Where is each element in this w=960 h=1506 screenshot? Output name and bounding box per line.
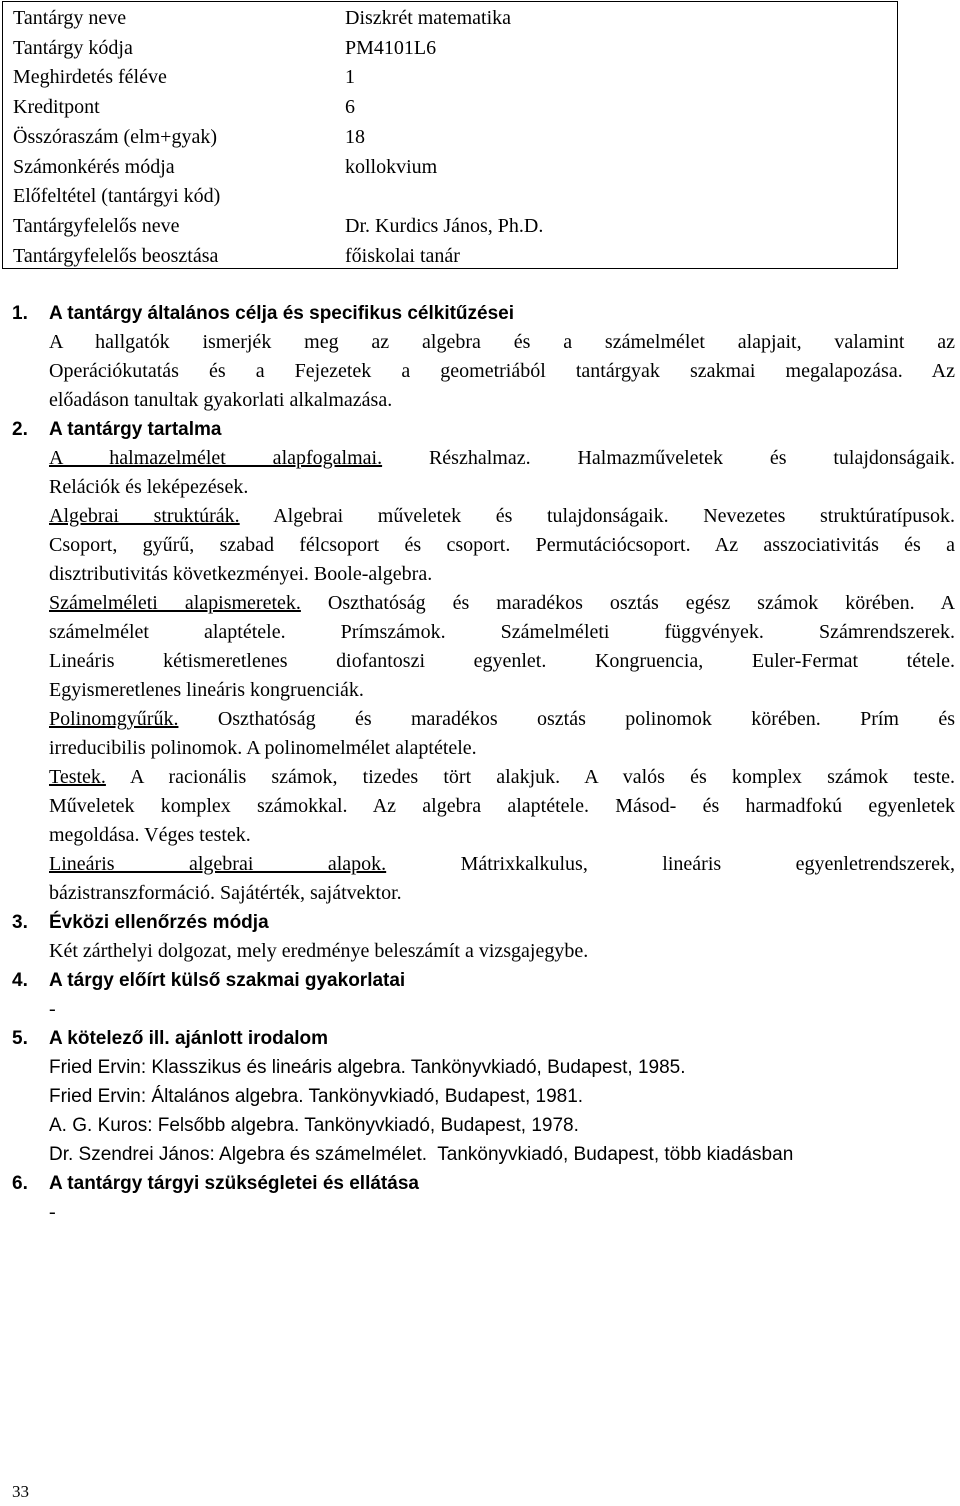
info-label: Tantárgy kódja — [13, 37, 133, 59]
info-value: Diszkrét matematika — [345, 7, 512, 29]
section-heading: A tantárgy általános célja és specifikus célkitűzései — [49, 303, 515, 324]
section-number: 6. — [12, 1173, 28, 1194]
section-heading: Évközi ellenőrzés módja — [49, 912, 269, 933]
info-label: Előfeltétel (tantárgyi kód) — [13, 185, 221, 207]
body-line: disztributivitás következményei. Boole-algebra. — [49, 563, 433, 585]
section-heading: A tantárgy tartalma — [49, 419, 222, 440]
reference-item: Fried Ervin: Általános algebra. Tankönyvkiadó, Budapest, 1981. — [49, 1086, 584, 1107]
reference-item: Dr. Szendrei János: Algebra és számelmélet. Tankönyvkiadó, Budapest, több kiadásban — [49, 1144, 794, 1165]
topic-text: Mátrixkalkulus, lineáris egyenletrendszerek, — [386, 853, 955, 875]
body-line: Relációk és leképezések. — [49, 476, 249, 498]
content-line — [49, 502, 955, 531]
topic-title: A halmazelmélet alapfogalmai. — [49, 447, 383, 469]
info-value: 1 — [345, 66, 355, 88]
info-value: főiskolai tanár — [345, 245, 460, 267]
body-line: A hallgatók ismerjék meg az algebra és a számelmélet alapjait, valamint az — [49, 331, 955, 353]
topic-text: A racionális számok, tizedes tört alakjuk. A valós és komplex számok teste. — [105, 766, 955, 788]
section-number: 2. — [12, 419, 28, 440]
reference-item: Fried Ervin: Klasszikus és lineáris algebra. Tankönyvkiadó, Budapest, 1985. — [49, 1057, 686, 1078]
topic-title: Lineáris algebrai alapok. — [49, 853, 387, 875]
info-label: Tantárgy neve — [13, 7, 127, 29]
section-number: 1. — [12, 303, 28, 324]
body-line: Két zárthelyi dolgozat, mely eredménye beleszámít a vizsgajegybe. — [49, 940, 589, 962]
info-value: PM4101L6 — [345, 37, 437, 59]
section-heading: A tárgy előírt külső szakmai gyakorlatai — [49, 970, 406, 991]
body-line: előadáson tanultak gyakorlati alkalmazása. — [49, 389, 393, 411]
body-line: számelmélet alaptétele. Prímszámok. Számelméleti függvények. Számrendszerek. — [49, 621, 955, 643]
info-label: Kreditpont — [13, 96, 100, 118]
content-line — [49, 705, 955, 734]
course-info-table — [2, 1, 898, 269]
reference-item: A. G. Kuros: Felsőbb algebra. Tankönyvkiadó, Budapest, 1978. — [49, 1115, 579, 1136]
topic-title: Számelméleti alapismeretek. — [49, 592, 301, 614]
content-line — [49, 850, 955, 879]
topic-text: Oszthatóság és maradékos osztás egész számok körében. A — [300, 592, 955, 614]
info-value: 18 — [345, 126, 365, 148]
section-number: 3. — [12, 912, 28, 933]
topic-text: Algebrai műveletek és tulajdonságaik. Nevezetes struktúratípusok. — [239, 505, 955, 527]
topic-title: Testek. — [49, 766, 106, 788]
info-value: 6 — [345, 96, 355, 118]
info-value: Dr. Kurdics János, Ph.D. — [345, 215, 544, 237]
body-line: Lineáris kétismeretlenes diofantoszi egyenlet. Kongruencia, Euler-Fermat tétele. — [49, 650, 955, 672]
body-line: bázistranszformáció. Sajátérték, sajátvektor. — [49, 882, 402, 904]
info-label: Tantárgyfelelős neve — [13, 215, 180, 237]
section-number: 4. — [12, 970, 28, 991]
content-line — [49, 763, 955, 792]
body-line: Csoport, gyűrű, szabad félcsoport és csoport. Permutációcsoport. Az asszociativitás és a — [49, 534, 955, 556]
info-label: Meghirdetés féléve — [13, 66, 167, 88]
body-line: Műveletek komplex számokkal. Az algebra alaptétele. Másod- és harmadfokú egyenletek — [49, 795, 955, 817]
info-label: Tantárgyfelelős beosztása — [13, 245, 219, 267]
info-label: Összóraszám (elm+gyak) — [13, 126, 217, 148]
section-heading: A tantárgy tárgyi szükségletei és ellátása — [49, 1173, 419, 1194]
topic-title: Algebrai struktúrák. — [49, 505, 240, 527]
topic-title: Polinomgyűrűk. — [49, 708, 179, 730]
body-line: megoldása. Véges testek. — [49, 824, 251, 846]
topic-text: Oszthatóság és maradékos osztás polinomok körében. Prím és — [178, 708, 955, 730]
body-line: - — [49, 1201, 56, 1223]
page-number: 33 — [12, 1482, 29, 1501]
body-line: Egyismeretlenes lineáris kongruenciák. — [49, 679, 364, 701]
body-line: irreducibilis polinomok. A polinomelmélet alaptétele. — [49, 737, 477, 759]
body-line: Operációkutatás és a Fejezetek a geometriából tantárgyak szakmai megalapozása. Az — [49, 360, 955, 382]
info-label: Számonkérés módja — [13, 156, 175, 178]
info-value: kollokvium — [345, 156, 438, 178]
content-line — [49, 589, 955, 618]
section-heading: A kötelező ill. ajánlott irodalom — [49, 1028, 329, 1049]
content-line — [49, 444, 955, 473]
body-line: - — [49, 998, 56, 1020]
section-number: 5. — [12, 1028, 28, 1049]
topic-text: Részhalmaz. Halmazműveletek és tulajdonságaik. — [382, 447, 955, 469]
